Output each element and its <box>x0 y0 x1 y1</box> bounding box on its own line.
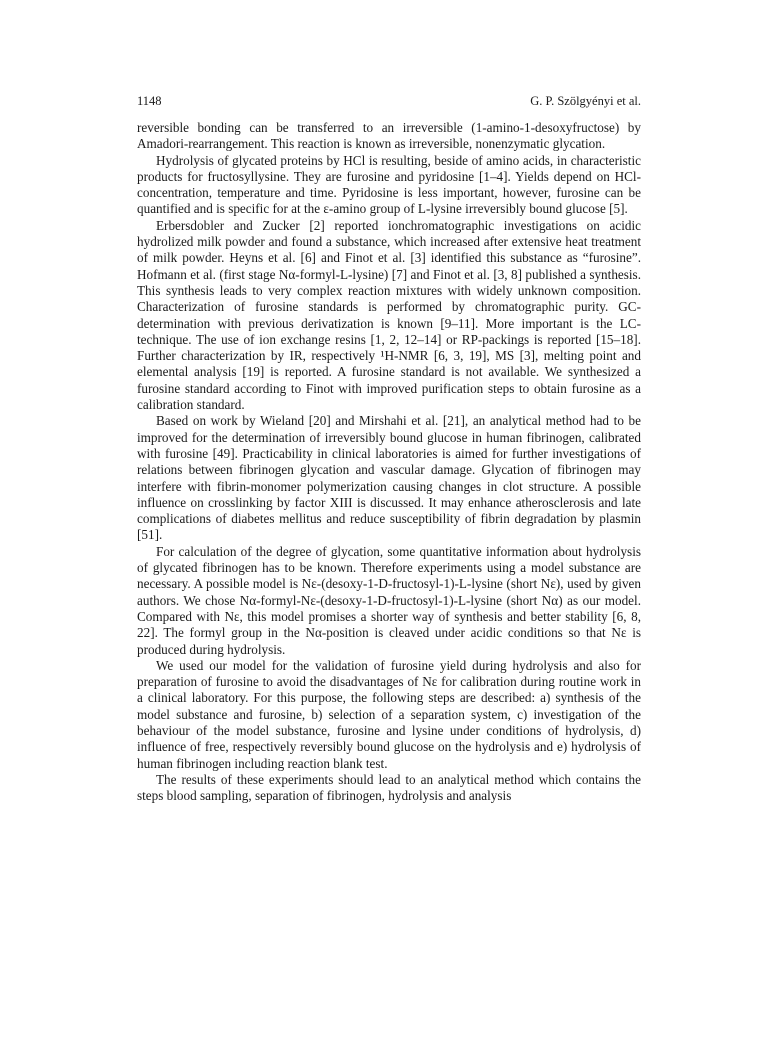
paragraph-7: The results of these experiments should lead to an analytical method which contains the steps blood sampling, separation of fibrinogen, hydrolysis and analysis <box>137 771 641 804</box>
page-header <box>137 94 641 112</box>
body-text <box>137 120 641 804</box>
page-number: 1148 <box>137 94 162 108</box>
paragraph-1: reversible bonding can be transferred to an irreversible (1-amino-1-desoxyfructose) by Amadori-rearrangement. This reaction is known as irreversible, nonenzymatic glycation. <box>137 120 641 152</box>
paragraph-2: Hydrolysis of glycated proteins by HCl is resulting, beside of amino acids, in characteristic products for fructosyllysine. They are furosine and pyridosine [1–4]. Yields depend on HCl-concentration, temperature and time. Pyridosine is less important, however, furosine can be quantified and is specific for at the ε-amino group of L-lysine irreversibly bound glucose [5]. <box>137 152 641 217</box>
paragraph-5: For calculation of the degree of glycation, some quantitative information about hydrolysis of glycated fibrinogen has to be known. Therefore experiments using a model substance are necessary. A possible model is Nε-(desoxy-1-D-fructosyl-1)-L-lysine (short Nε), used by given authors. We chose Nα-formyl-Nε-(desoxy-1-D-fructosyl-1)-L-lysine (short Nα) as our model. Compared with Nε, this model promises a shorter way of synthesis and better stability [6, 8, 22]. The formyl group in the Nα-position is cleaved under acidic conditions so that Nε is produced during hydrolysis. <box>137 543 641 657</box>
running-head: G. P. Szölgyényi et al. <box>530 94 641 108</box>
paragraph-4: Based on work by Wieland [20] and Mirshahi et al. [21], an analytical method had to be improved for the determination of irreversibly bound glucose in human fibrinogen, calibrated with furosine [49]. Practicability in clinical laboratories is aimed for further investigations of relations between fibrinogen glycation and vascular damage. Glycation of fibrinogen may interfere with fibrin-monomer polymerization causing changes in clot structure. A possible influence on crosslinking by factor XIII is discussed. It may enhance atherosclerosis and late complications of diabetes mellitus and reduce susceptibility of fibrin degradation by plasmin [51]. <box>137 413 641 543</box>
paragraph-6: We used our model for the validation of furosine yield during hydrolysis and also for preparation of furosine to avoid the disadvantages of Nε for calibration during routine work in a clinical laboratory. For this purpose, the following steps are described: a) synthesis of the model substance and furosine, b) selection of a separation system, c) investigation of the behaviour of the model substance, furosine and lysine under conditions of hydrolysis, d) influence of free, respectively reversibly bound glucose on the hydrolysis and e) hydrolysis of human fibrinogen including reaction blank test. <box>137 657 641 771</box>
paragraph-3: Erbersdobler and Zucker [2] reported ionchromatographic investigations on acidic hydrolized milk powder and found a substance, which increased after extensive heat treatment of milk powder. Heyns et al. [6] and Finot et al. [3] identified this substance as “furosine”. Hofmann et al. (first stage Nα-formyl-L-lysine) [7] and Finot et al. [3, 8] published a synthesis. This synthesis leads to very complex reaction mixtures with widely unknown composition. Characterization of furosine standards is performed by chromatographic purity. GC-determination with previous derivatization is known [9–11]. More important is the LC-technique. The use of ion exchange resins [1, 2, 12–14] or RP-packings is reported [15–18]. Further characterization by IR, respectively ¹H-NMR [6, 3, 19], MS [3], melting point and elemental analysis [19] is reported. A furosine standard is not available. We synthesized a furosine standard according to Finot with improved purification steps to obtain furosine as a calibration standard. <box>137 217 641 413</box>
